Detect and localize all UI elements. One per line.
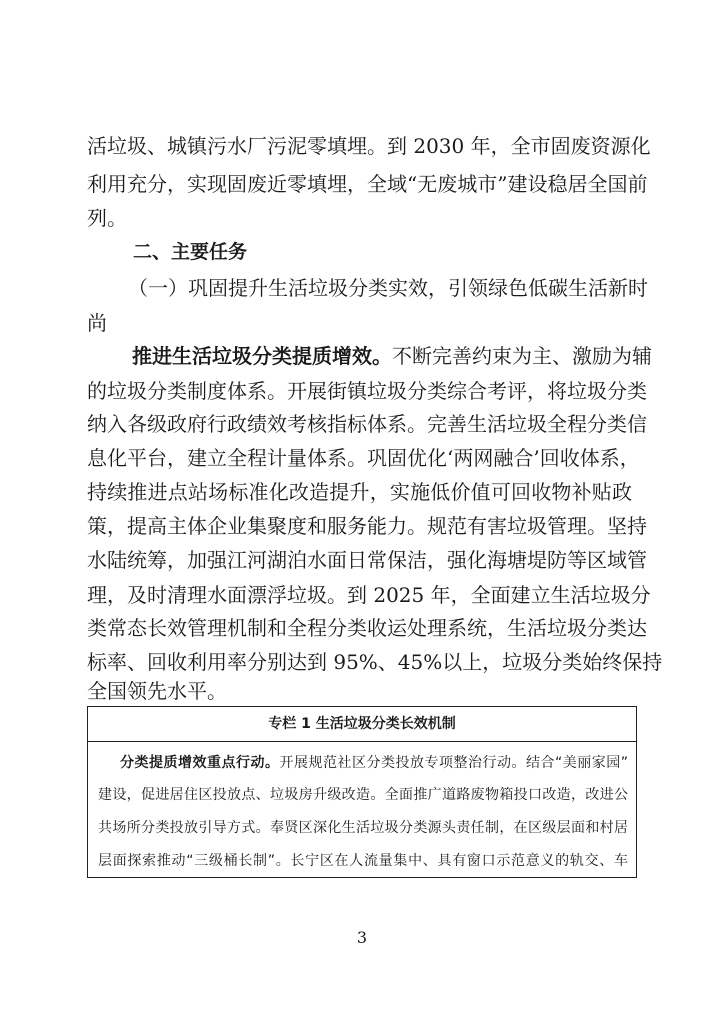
section-heading: 二、主要任务 xyxy=(133,241,248,263)
subheading-line-1: （一）巩固提升生活垃圾分类实效，引领绿色低碳生活新时 xyxy=(128,276,648,300)
paragraph-2-line-10: 标率、回收利用率分别达到 95%、45%以上，垃圾分类始终保持 xyxy=(87,650,663,674)
paragraph-2-line-5: 持续推进点站场标准化改造提升，实施低价值可回收物补贴政 xyxy=(87,480,632,504)
column-box-line-2: 建设，促进居住区投放点、垃圾房升级改造。全面推广道路废物箱投口改造，改进公 xyxy=(98,787,628,803)
paragraph-1-line-3: 列。 xyxy=(87,206,127,230)
column-box-first-rest: 开展规范社区分类投放专项整治行动。结合“美丽家园” xyxy=(279,755,628,771)
paragraph-2-line-4: 息化平台，建立全程计量体系。巩固优化‘两网融合’回收体系， xyxy=(87,446,640,470)
column-box-title: 专栏 1 生活垃圾分类长效机制 xyxy=(88,707,636,742)
paragraph-2-line-11: 全国领先水平。 xyxy=(87,679,227,703)
column-box-lead: 分类提质增效重点行动。 xyxy=(120,755,280,771)
paragraph-1-line-2: 利用充分，实现固废近零填埋，全域“无废城市”建设稳居全国前 xyxy=(87,172,648,196)
paragraph-1-line-1: 活垃圾、城镇污水厂污泥零填埋。到 2030 年，全市固废资源化 xyxy=(87,134,651,158)
paragraph-2-line-1 xyxy=(0,342,724,370)
paragraph-2-line-9: 类常态长效管理机制和全程分类收运处理系统，生活垃圾分类达 xyxy=(87,616,647,640)
column-box-line-3: 共场所分类投放引导方式。奉贤区深化生活垃圾分类源头责任制，在区级层面和村居 xyxy=(98,820,628,836)
paragraph-2-line-6: 策，提高主体企业集聚度和服务能力。规范有害垃圾管理。坚持 xyxy=(87,514,647,538)
paragraph-2-line-2: 的垃圾分类制度体系。开展街镇垃圾分类综合考评，将垃圾分类 xyxy=(87,379,647,403)
paragraph-2-line-3: 纳入各级政府行政绩效考核指标体系。完善生活垃圾全程分类信 xyxy=(87,412,647,436)
column-box-line-1 xyxy=(98,753,628,773)
paragraph-2-line-7: 水陆统筹，加强江河湖泊水面日常保洁，强化海塘堤防等区域管 xyxy=(87,548,647,572)
page-number: 3 xyxy=(356,928,368,947)
paragraph-2-lead: 推进生活垃圾分类提质增效。 xyxy=(132,344,392,368)
paragraph-2-first-rest: 不断完善约束为主、激励为辅 xyxy=(392,344,652,368)
column-box xyxy=(87,706,637,878)
subheading-line-2: 尚 xyxy=(87,311,107,335)
paragraph-2-line-8: 理，及时清理水面漂浮垃圾。到 2025 年，全面建立生活垃圾分 xyxy=(87,583,651,607)
column-box-line-4: 层面探索推动“三级桶长制”。长宁区在人流量集中、具有窗口示范意义的轨交、车 xyxy=(98,853,628,869)
